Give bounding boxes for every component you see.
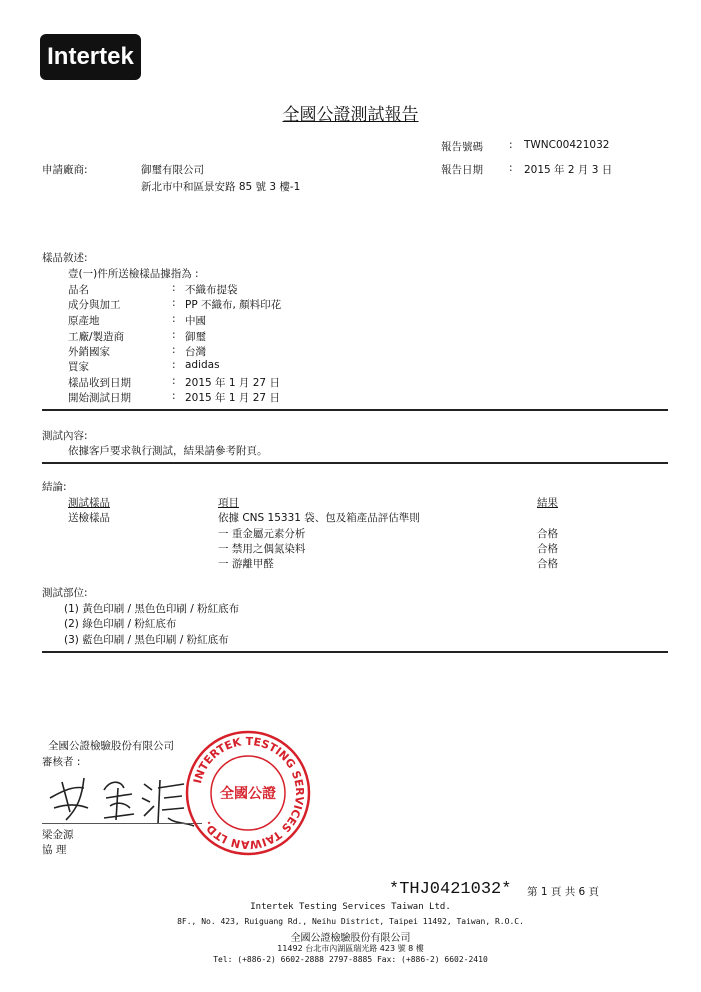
colon: : — [509, 162, 513, 174]
sample-row-value: 2015 年 1 月 27 日 — [185, 392, 280, 404]
conclusion-result: 合格 — [537, 528, 558, 540]
sample-intro: 壹(一)件所送檢樣品據指為 : — [68, 268, 199, 280]
barcode-code: *THJ0421032* — [389, 880, 512, 899]
colon: : — [172, 375, 176, 387]
sample-heading: 樣品敘述: — [42, 252, 88, 264]
report-date-label: 報告日期 — [441, 164, 483, 176]
report-date-value: 2015 年 2 月 3 日 — [524, 164, 613, 176]
test-content-heading: 測試內容: — [42, 430, 88, 442]
sample-row-value: adidas — [185, 359, 220, 371]
colon: : — [172, 329, 176, 341]
signature-line — [42, 823, 202, 824]
divider — [42, 409, 668, 411]
test-content-text: 依據客戶要求執行測試，結果請參考附頁。 — [68, 445, 268, 457]
handwritten-signature — [44, 768, 204, 828]
report-title: 全國公證測試報告 — [282, 105, 419, 125]
sample-row-value: PP 不織布, 顏料印花 — [185, 299, 282, 311]
footer-address-en: 8F., No. 423, Ruiguang Rd., Neihu District, Taipei 11492, Taiwan, R.O.C. — [177, 917, 524, 926]
conclusion-item: 一 重金屬元素分析 — [218, 528, 306, 540]
sample-row-value: 台灣 — [185, 346, 206, 358]
colon: : — [172, 359, 176, 371]
sample-row-label: 原產地 — [68, 315, 100, 327]
sample-row-label: 開始測試日期 — [68, 392, 131, 404]
divider — [42, 651, 668, 653]
footer-contact: Tel: (+886-2) 6602-2888 2797-8885 Fax: (+886-2) 6602-2410 — [213, 955, 488, 964]
signature-company: 全國公證檢驗股份有限公司 — [48, 740, 174, 752]
divider — [42, 462, 668, 464]
sample-row-value: 御璽 — [185, 331, 206, 343]
conclusion-result: 合格 — [537, 558, 558, 570]
colon: : — [172, 344, 176, 356]
report-no-value: TWNC00421032 — [524, 139, 610, 151]
col-header-result: 結果 — [537, 497, 558, 509]
footer-address-zh: 11492 台北市內湖區瑞光路 423 號 8 樓 — [277, 944, 424, 953]
col-header-item: 項目 — [218, 497, 239, 509]
footer-company-zh: 全國公證檢驗股份有限公司 — [290, 933, 411, 944]
sample-row-label: 成分與加工 — [68, 299, 121, 311]
conclusion-result: 合格 — [537, 543, 558, 555]
sample-row-label: 工廠/製造商 — [68, 331, 125, 343]
stamp-ring-text: INTERTEK TESTING SERVICES TAIWAN LTD. — [191, 734, 307, 852]
signer-title: 協 理 — [42, 844, 67, 856]
signer-name: 梁金源 — [42, 829, 74, 841]
test-parts-heading: 測試部位: — [42, 587, 88, 599]
report-no-label: 報告號碼 — [441, 141, 483, 153]
sample-row-label: 外銷國家 — [68, 346, 110, 358]
colon: : — [172, 297, 176, 309]
conclusion-item: 一 游離甲醛 — [218, 558, 274, 570]
stamp-center-text: 全國公證 — [220, 786, 276, 802]
conclusion-sample: 送檢樣品 — [68, 512, 110, 524]
sample-row-label: 樣品收到日期 — [68, 377, 131, 389]
conclusion-standard: 依據 CNS 15331 袋、包及箱產品評估準則 — [218, 512, 420, 524]
reviewer-label: 審核者 : — [42, 756, 81, 768]
sample-row-label: 品名 — [68, 284, 89, 296]
test-part-item: (2) 綠色印刷 / 粉紅底布 — [64, 618, 177, 630]
colon: : — [172, 282, 176, 294]
colon: : — [509, 139, 513, 151]
conclusion-item: 一 禁用之偶氮染料 — [218, 543, 306, 555]
colon: : — [172, 390, 176, 402]
page-number: 第 1 頁 共 6 頁 — [527, 886, 600, 898]
col-header-sample: 測試樣品 — [68, 497, 110, 509]
sample-row-value: 2015 年 1 月 27 日 — [185, 377, 280, 389]
sample-row-value: 中國 — [185, 315, 206, 327]
sample-row-label: 買家 — [68, 361, 89, 373]
intertek-logo: Intertek — [40, 34, 141, 80]
footer-company-en: Intertek Testing Services Taiwan Ltd. — [250, 902, 451, 912]
test-part-item: (3) 藍色印刷 / 黑色印刷 / 粉紅底布 — [64, 634, 229, 646]
applicant-label: 申請廠商: — [42, 164, 88, 176]
conclusion-heading: 結論: — [42, 481, 67, 493]
colon: : — [172, 313, 176, 325]
applicant-name: 御璽有限公司 — [141, 164, 204, 176]
company-seal-stamp — [183, 728, 313, 858]
test-part-item: (1) 黃色印刷 / 黑色色印刷 / 粉紅底布 — [64, 603, 240, 615]
sample-row-value: 不織布提袋 — [185, 284, 238, 296]
applicant-address: 新北市中和區景安路 85 號 3 樓-1 — [141, 181, 301, 193]
